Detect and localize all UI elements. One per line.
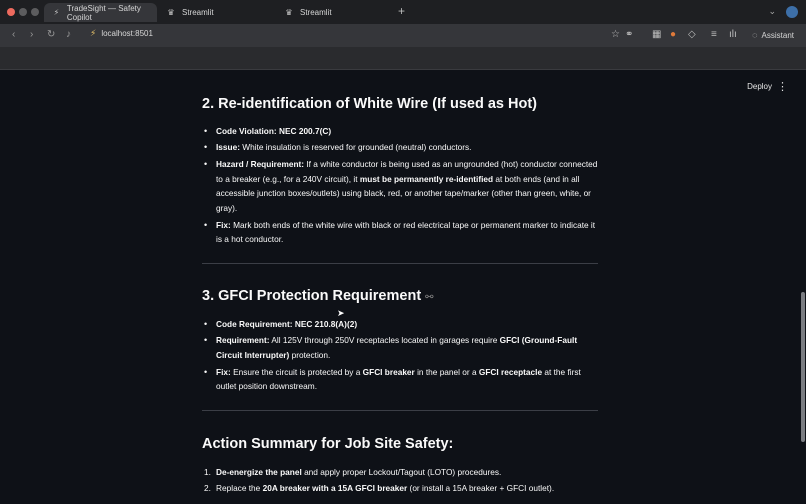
- item-emphasis: GFCI breaker: [362, 366, 415, 377]
- browser-tab-bar: [0, 0, 806, 24]
- bookmark-star-icon[interactable]: ☆: [611, 29, 620, 40]
- browser-toolbar: [0, 24, 806, 47]
- item-emphasis: De-energize the panel: [216, 467, 302, 477]
- item-label: Fix:: [216, 366, 231, 377]
- url-text: localhost:8501: [101, 29, 153, 38]
- item-label: Code Requirement:: [216, 319, 293, 329]
- list-item: [202, 140, 602, 155]
- step-number: 2.: [204, 483, 211, 494]
- section2-list: [202, 124, 602, 249]
- divider: [202, 410, 598, 411]
- list-item: [202, 124, 602, 139]
- section-heading-text: 3. GFCI Protection Requirement: [202, 288, 422, 304]
- list-item: [202, 218, 602, 248]
- item-emphasis: 20A breaker with a 15A GFCI breaker: [262, 483, 408, 494]
- item-text: at the first outlet position downstream.: [216, 366, 581, 392]
- reading-list-icon[interactable]: ≡: [711, 29, 717, 40]
- item-text: protection.: [289, 350, 331, 361]
- item-text: If a white conductor is being used as an ungrounded (hot) conductor connected to a breaker (e.g., for a 240V circuit), it: [216, 158, 598, 184]
- list-item: [202, 465, 602, 480]
- tab-label: Streamlit: [300, 8, 332, 17]
- item-label: Fix:: [216, 219, 231, 230]
- chat-bubble-icon: ◌: [752, 30, 758, 40]
- summary-heading: [202, 436, 453, 452]
- maximize-window-button[interactable]: [31, 8, 39, 16]
- close-window-button[interactable]: [7, 8, 15, 16]
- list-item: [202, 365, 602, 395]
- item-label: Issue:: [216, 142, 240, 153]
- item-label: Code Violation:: [216, 126, 277, 136]
- item-text: in the panel or a: [414, 366, 479, 377]
- section-heading: [202, 96, 537, 112]
- address-bar[interactable]: [90, 28, 153, 39]
- anchor-link-icon[interactable]: ⚯: [425, 292, 434, 303]
- forward-arrow-icon[interactable]: ›: [30, 29, 34, 40]
- item-text: All 125V through 250V receptacles located in garages require: [269, 335, 500, 346]
- section-heading-text: 2. Re-identification of White Wire (If used as Hot): [202, 96, 537, 112]
- item-text: NEC 200.7(C): [276, 126, 332, 136]
- item-label: Requirement:: [216, 335, 270, 346]
- tab-streamlit-1[interactable]: [158, 3, 276, 22]
- back-arrow-icon[interactable]: ‹: [12, 29, 16, 40]
- list-item: [202, 481, 602, 496]
- summary-heading-text: Action Summary for Job Site Safety:: [202, 436, 454, 452]
- site-bolt-icon: ⚡: [90, 28, 97, 38]
- item-emphasis: must be permanently re-identified: [359, 173, 494, 184]
- list-item: [202, 333, 602, 363]
- streamlit-icon: ♛: [285, 7, 293, 17]
- item-text: NEC 210.8(A)(2): [292, 319, 358, 329]
- tab-label: Streamlit: [182, 8, 214, 17]
- item-text: Ensure the circuit is protected by a: [230, 366, 363, 377]
- item-label: Hazard / Requirement:: [216, 158, 305, 169]
- main-menu-button[interactable]: ⋮: [777, 81, 788, 93]
- tab-search-chevron-icon[interactable]: ⌄: [768, 6, 776, 16]
- section-heading: [202, 288, 434, 304]
- section3-list: [202, 317, 602, 396]
- audio-wave-icon[interactable]: ılı: [729, 29, 737, 40]
- item-text: at both ends (and in all accessible junction boxes/outlets) using black, red, or another tape/marker (other than green, white, or gray).: [216, 173, 591, 214]
- assistant-label: Assistant: [761, 30, 794, 40]
- item-text: White insulation is reserved for grounded (neutral) conductors.: [239, 142, 472, 153]
- reload-icon[interactable]: ↻: [47, 29, 56, 40]
- item-text: Replace the: [216, 483, 263, 494]
- list-item: [202, 157, 602, 216]
- extensions-puzzle-icon[interactable]: ◇: [688, 29, 696, 40]
- step-number: 1.: [204, 467, 211, 477]
- profile-avatar[interactable]: [786, 6, 798, 18]
- bookmarks-bar: [0, 47, 806, 70]
- scrollbar-thumb[interactable]: [801, 292, 805, 442]
- assistant-button[interactable]: [752, 30, 794, 40]
- divider: [202, 263, 598, 264]
- item-text: and apply proper Lockout/Tagout (LOTO) procedures.: [301, 467, 502, 477]
- new-tab-button[interactable]: +: [398, 4, 406, 18]
- summary-steps: [202, 465, 602, 498]
- extension-orange-icon[interactable]: ●: [670, 29, 677, 40]
- minimize-window-button[interactable]: [19, 8, 27, 16]
- list-item: [202, 317, 602, 332]
- bolt-icon: ⚡: [53, 7, 60, 17]
- item-emphasis: GFCI receptacle: [478, 366, 543, 377]
- deploy-button[interactable]: Deploy: [747, 82, 772, 91]
- mouse-cursor-icon: ➤: [337, 308, 345, 318]
- item-text: Mark both ends of the white wire with black or red electrical tape or permanent marker to indicate it is a hot conductor.: [216, 219, 596, 245]
- tab-tradesight[interactable]: [44, 3, 157, 22]
- extension-gift-icon[interactable]: ▦: [652, 29, 662, 40]
- tab-label: TradeSight — Safety Copilot: [66, 3, 141, 22]
- app-main: [4, 70, 802, 504]
- item-emphasis: GFCI (Ground-Fault Circuit Interrupter): [216, 335, 578, 361]
- tab-streamlit-2[interactable]: [276, 3, 394, 22]
- item-text: (or install a 15A breaker + GFCI outlet).: [407, 483, 555, 494]
- streamlit-icon: ♛: [167, 7, 175, 17]
- share-link-icon[interactable]: ⚭: [625, 29, 634, 40]
- microphone-icon[interactable]: ♪: [66, 29, 71, 40]
